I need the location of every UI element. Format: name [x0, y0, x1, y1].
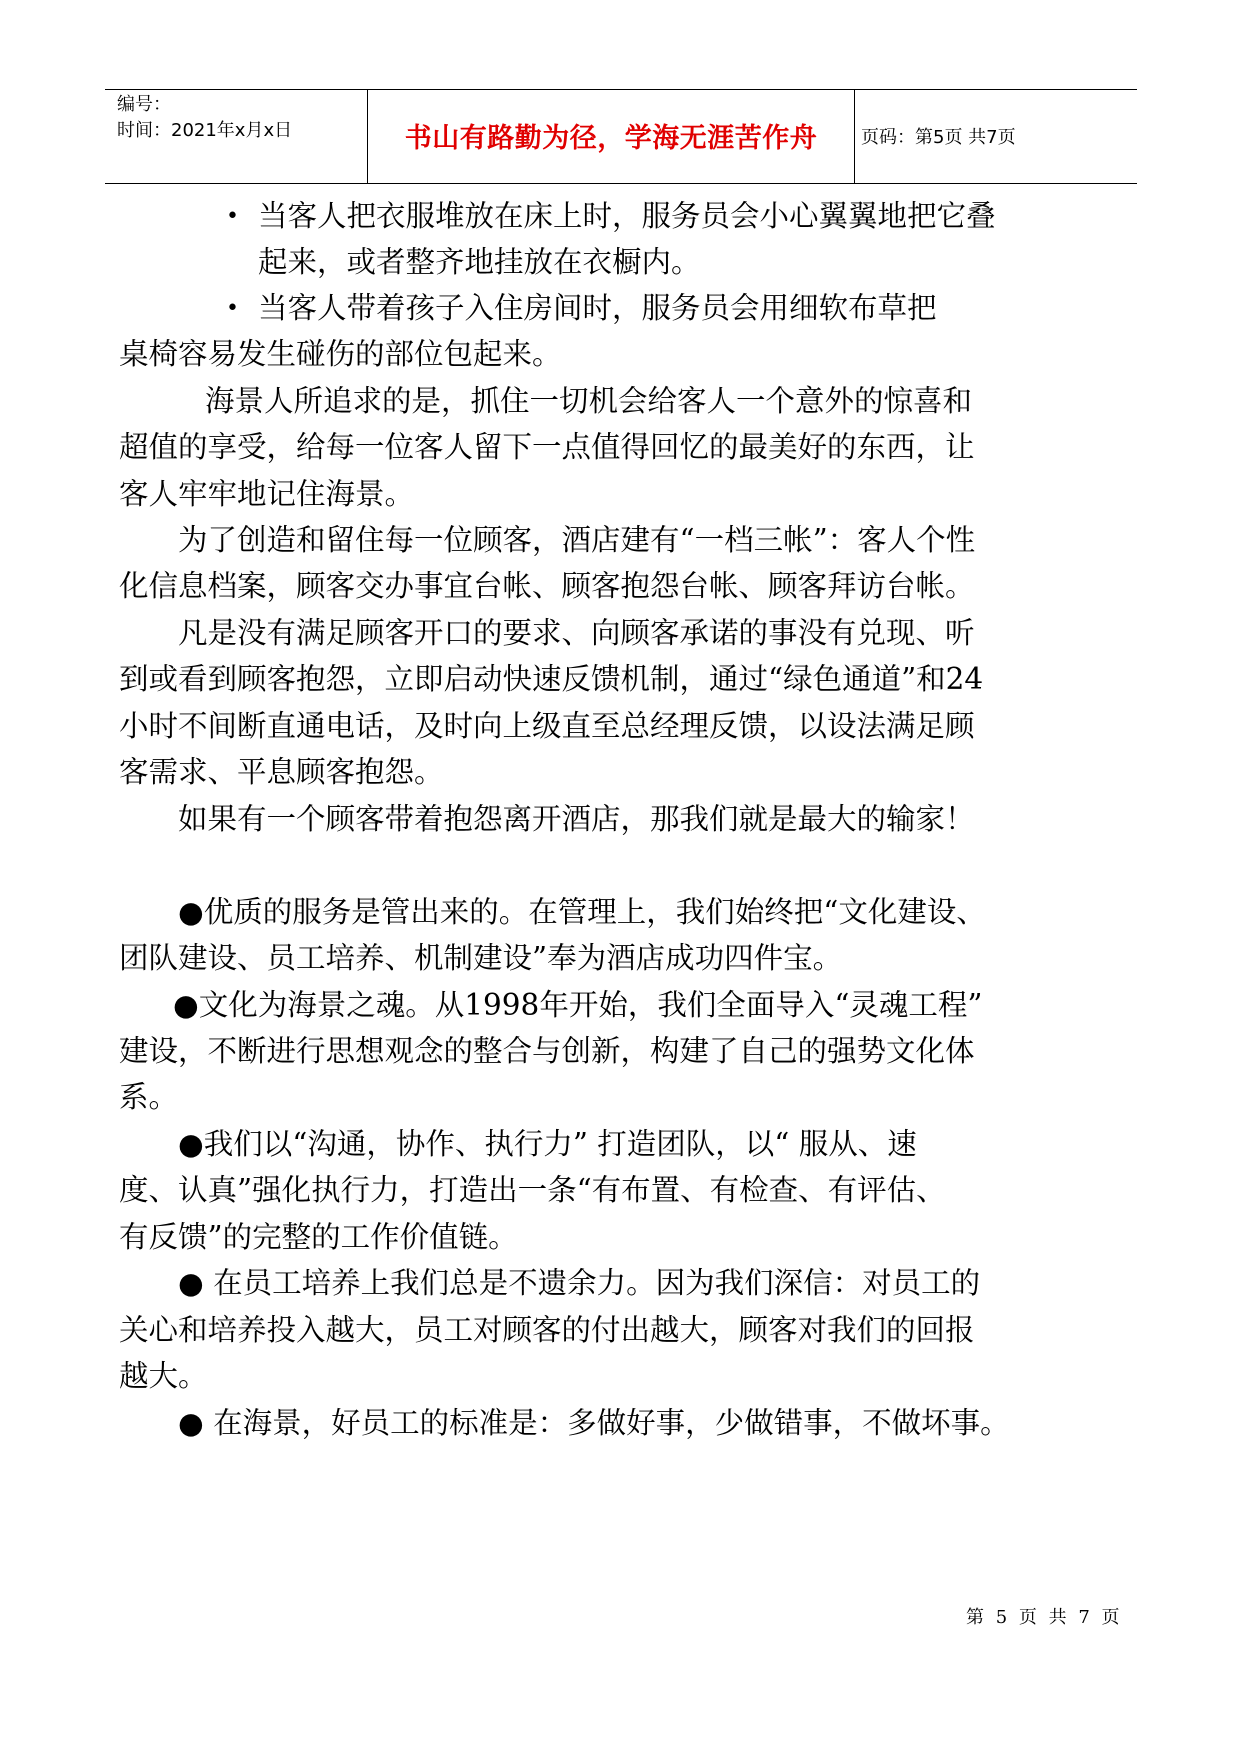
- text-line: 建设，不断进行思想观念的整合与创新，构建了自己的强势文化体: [119, 1034, 975, 1068]
- page-header: [105, 89, 1137, 184]
- text-line: 超值的享受，给每一位客人留下一点值得回忆的最美好的东西，让: [119, 430, 975, 464]
- text-line: 桌椅容易发生碰伤的部位包起来。: [119, 337, 562, 371]
- text-line: 起来，或者整齐地挂放在衣橱内。: [258, 245, 701, 279]
- text-line: 客需求、平息顾客抱怨。: [119, 755, 444, 789]
- page-footer: 第 5 页 共 7 页: [966, 1607, 1123, 1628]
- text-line: 客人牢牢地记住海景。: [119, 477, 415, 511]
- text-line: ●我们以“沟通，协作、执行力” 打造团队，以“ 服从、速: [178, 1127, 917, 1161]
- time-label: 时间：2021年x月x日: [117, 120, 293, 141]
- text-line: 当客人把衣服堆放在床上时，服务员会小心翼翼地把它叠: [258, 199, 996, 233]
- text-line: 海景人所追求的是，抓住一切机会给客人一个意外的惊喜和: [205, 384, 973, 418]
- text-line: ● 在海景，好员工的标准是：多做好事，少做错事，不做坏事。: [178, 1406, 1010, 1440]
- header-divider: [367, 90, 368, 183]
- text-line: 当客人带着孩子入住房间时，服务员会用细软布草把: [258, 291, 937, 325]
- number-label: 编号：: [117, 94, 171, 115]
- text-line: 越大。: [119, 1359, 208, 1393]
- text-line: 到或看到顾客抱怨，立即启动快速反馈机制，通过“绿色通道”和24: [119, 662, 984, 696]
- text-line: ● 在员工培养上我们总是不遗余力。因为我们深信：对员工的: [178, 1266, 981, 1300]
- text-line: 团队建设、员工培养、机制建设”奉为酒店成功四件宝。: [119, 941, 843, 975]
- text-line: 为了创造和留住每一位顾客，酒店建有“一档三帐”：客人个性: [178, 523, 976, 557]
- text-line: 化信息档案，顾客交办事宜台帐、顾客抱怨台帐、顾客拜访台帐。: [119, 569, 975, 603]
- text-line: 如果有一个顾客带着抱怨离开酒店，那我们就是最大的输家！: [178, 802, 975, 836]
- text-line: 系。: [119, 1080, 179, 1114]
- bullet-marker: •: [226, 296, 239, 321]
- text-line: ●优质的服务是管出来的。在管理上，我们始终把“文化建设、: [178, 895, 986, 929]
- header-motto: 书山有路勤为径，学海无涯苦作舟: [404, 123, 818, 154]
- text-line: 度、认真”强化执行力，打造出一条“有布置、有检查、有评估、: [119, 1173, 946, 1207]
- text-line: 有反馈”的完整的工作价值链。: [119, 1220, 518, 1254]
- bullet-marker: •: [226, 204, 239, 229]
- text-line: ●文化为海景之魂。从1998年开始，我们全面导入“灵魂工程”: [173, 988, 983, 1022]
- header-page-number: 页码：第5页 共7页: [861, 127, 1016, 148]
- text-line: 小时不间断直通电话，及时向上级直至总经理反馈，以设法满足顾: [119, 709, 975, 743]
- text-line: 关心和培养投入越大，员工对顾客的付出越大，顾客对我们的回报: [119, 1313, 975, 1347]
- header-meta: [117, 92, 367, 144]
- header-divider: [854, 90, 855, 183]
- text-line: 凡是没有满足顾客开口的要求、向顾客承诺的事没有兑现、听: [178, 616, 975, 650]
